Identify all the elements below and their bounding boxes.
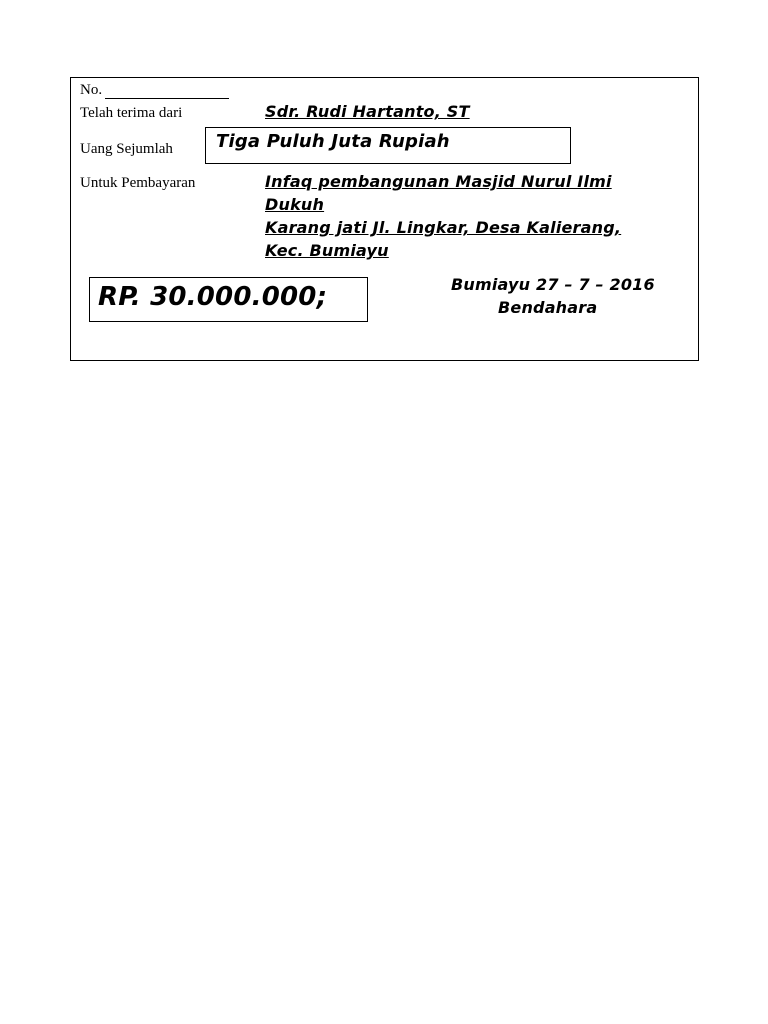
amount-words-box <box>205 127 571 164</box>
receipt-number-line <box>105 98 229 99</box>
purpose-label: Untuk Pembayaran <box>80 175 196 191</box>
received-from-value: Sdr. Rudi Hartanto, ST <box>265 102 470 121</box>
signatory-title: Bendahara <box>498 298 598 317</box>
amount-label: Uang Sejumlah <box>80 141 173 157</box>
purpose-line: Kec. Bumiayu <box>265 241 389 260</box>
total-amount-box <box>89 277 368 322</box>
total-amount-value: RP. 30.000.000; <box>98 282 328 312</box>
receipt-number-label: No. <box>80 82 103 98</box>
amount-words-value: Tiga Puluh Juta Rupiah <box>216 131 450 152</box>
received-from-label: Telah terima dari <box>80 105 183 121</box>
place-date: Bumiayu 27 – 7 – 2016 <box>451 275 655 294</box>
purpose-line: Dukuh <box>265 195 325 214</box>
purpose-line: Karang jati Jl. Lingkar, Desa Kalierang, <box>265 218 622 237</box>
purpose-line: Infaq pembangunan Masjid Nurul Ilmi <box>265 172 612 191</box>
receipt-form <box>70 77 699 361</box>
